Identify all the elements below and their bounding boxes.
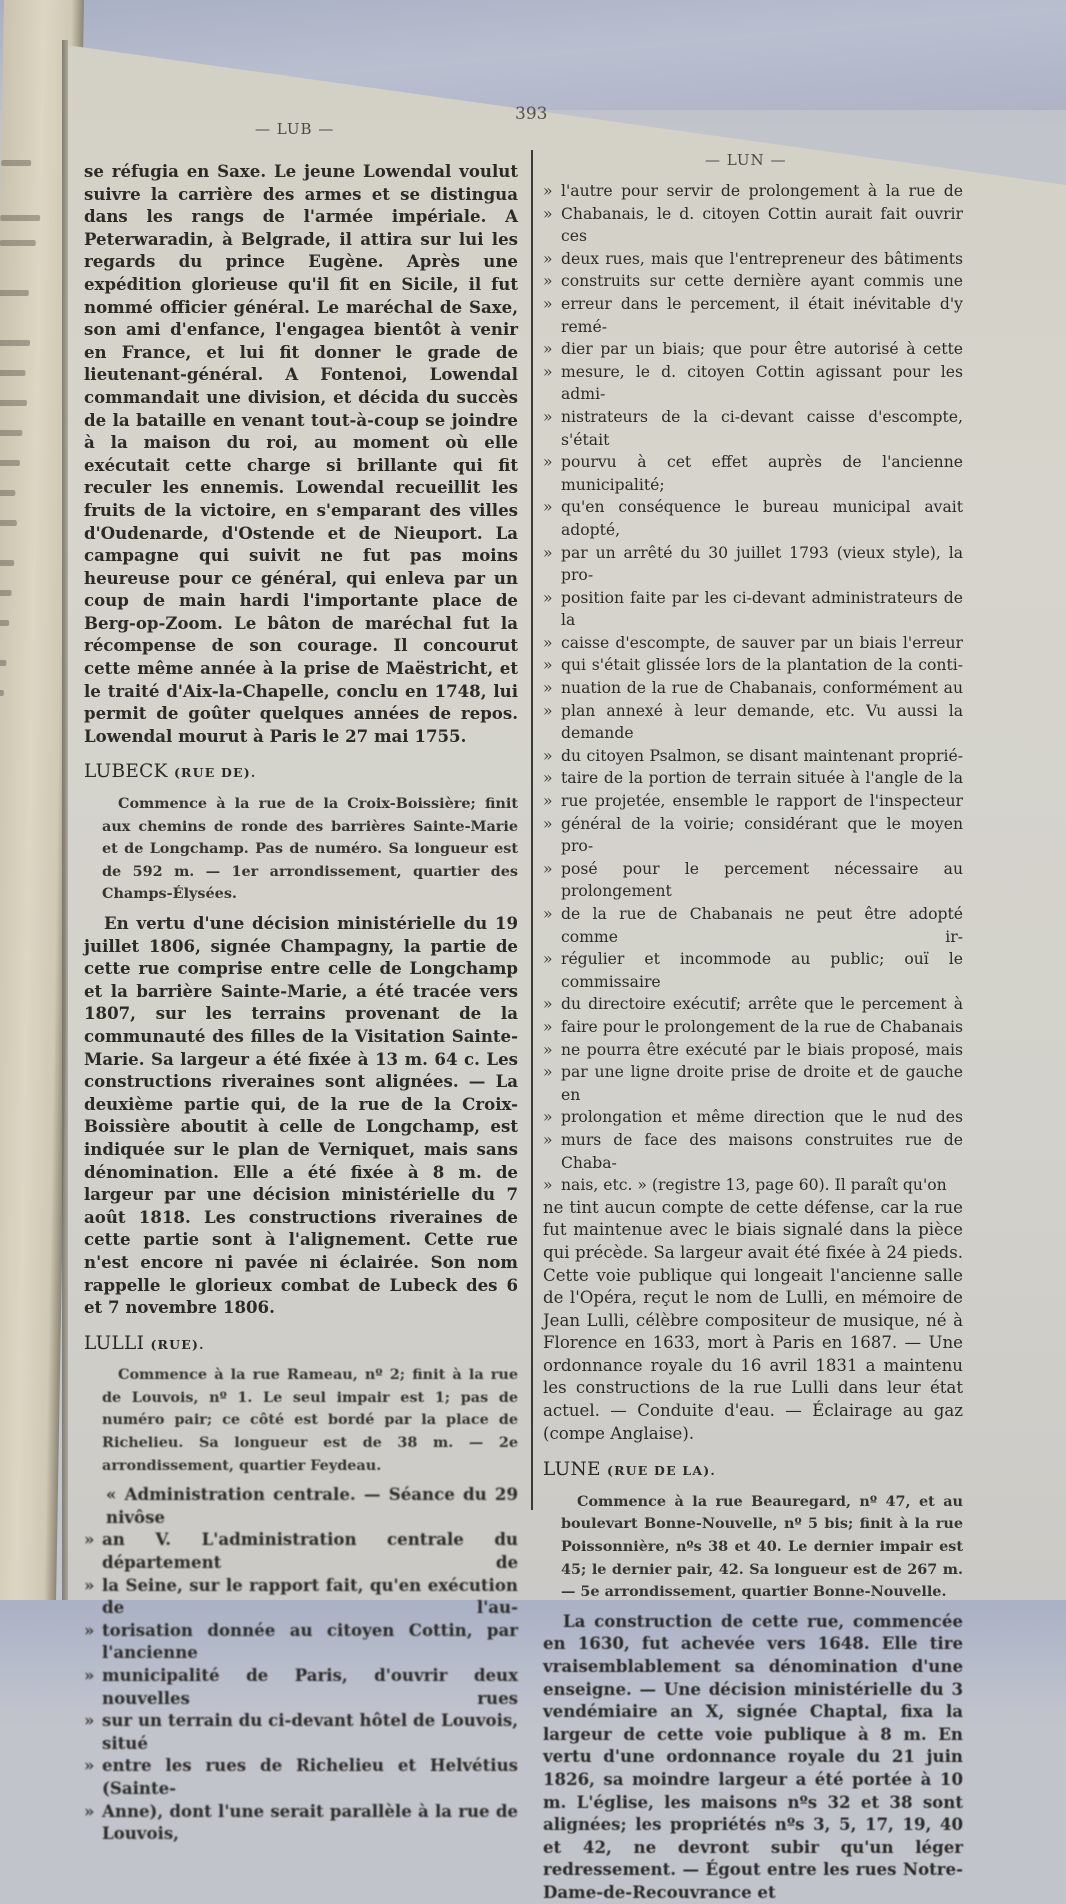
entry-type: (RUE).	[150, 1336, 205, 1352]
quote-line: » erreur dans le percement, il était inévitable d'y remé-	[543, 294, 963, 336]
page-number: 393	[515, 104, 548, 124]
quote-line: » caisse d'escompte, de sauver par un biais l'erreur	[543, 633, 963, 652]
quote-line: « Administration centrale. — Séance du 29 nivôse	[106, 1484, 518, 1527]
quote-line: » deux rues, mais que l'entrepreneur des bâtiments	[543, 249, 963, 268]
quote-line: » par un arrêté du 30 juillet 1793 (vieux style), la pro-	[543, 543, 963, 585]
quote-line: » position faite par les ci-devant administrateurs de la	[543, 588, 963, 630]
quote-line: » mesure, le d. citoyen Cottin agissant pour les admi-	[543, 362, 963, 404]
quote-line: » municipalité de Paris, d'ouvrir deux nouvelles rues	[84, 1665, 518, 1708]
quote-line: » Chabanais, le d. citoyen Cottin aurait fait ouvrir ces	[543, 204, 963, 246]
quote-line: » pourvu à cet effet auprès de l'ancienne municipalité;	[543, 453, 963, 494]
quote-line: » qu'en conséquence le bureau municipal avait adopté,	[543, 498, 963, 539]
quote-line: » général de la voirie; considérant que le moyen pro-	[543, 814, 963, 856]
quote-line: » taire de la portion de terrain située à l'angle de la	[543, 769, 963, 788]
entry-type: (RUE DE LA).	[606, 1463, 716, 1479]
quote-line: » nistrateurs de la ci-devant caisse d'escompte, s'était	[543, 407, 963, 449]
quote-line: » du citoyen Psalmon, se disant maintenant proprié-	[543, 746, 963, 765]
lowendal-continuation: se réfugia en Saxe. Le jeune Lowendal voulut suivre la carrière des armes et se distingua dans les rangs de l'armée impériale. A Peterwaradin, à Belgrade, il attira sur lui les regards du prince Eugène. Après une expédition glorieuse qu'il fit en Sicile, il fut nommé officier général. Le maréchal de Saxe, son ami d'enfance, l'engagea bientôt à venir en France, et lui fit donner le grade de lieutenant-général. A Fontenoi, Lowendal commandait une division, et décida du succès de la bataille en venant tout-à-coup se joindre à la maison du roi, au moment où elle exécutait cette charge si brillante qui fit reculer les ennemis. Lowendal recueillit les fruits de la victoire, en s'emparant des villes d'Oudenarde, d'Ostende et de Nieuport. La campagne qui suivit ne fut pas moins heureuse pour ce général, qui enleva par un coup de main hardi l'importante place de Berg-op-Zoom. Le bâton de maréchal fut la récompense de son courage. Il concourut cette même année à la prise de Maëstricht, et le traité d'Aix-la-Chapelle, conclu en 1748, lui permit de goûter quelques années de repos. Lowendal mourut à Paris le 27 mai 1755.	[84, 161, 518, 746]
quote-line: » murs de face des maisons construites rue de Chaba-	[543, 1130, 963, 1172]
entry-summary-lune: Commence à la rue Beauregard, nº 47, et au boulevart Bonne-Nouvelle, nº 5 bis; finit à la rue Poissonnière, nºs 38 et 40. Le dernier impair est 45; le dernier pair, 42. Sa longueur est de 267 m. — 5e arrondissement, quartier Bonne-Nouvelle.	[561, 1492, 963, 1601]
quote-line: » torisation donnée au citoyen Cottin, par l'ancienne	[84, 1619, 518, 1663]
quote-line: » par une ligne droite prise de droite et de gauche en	[543, 1063, 963, 1104]
quote-line: » construits sur cette dernière ayant commis une	[543, 272, 963, 291]
quote-line: » dier par un biais; que pour être autorisé à cette	[543, 340, 963, 359]
quote-line: » nais, etc. » (registre 13, page 60). Il paraît qu'on	[543, 1176, 947, 1195]
quote-line: » du directoire exécutif; arrête que le percement à	[543, 995, 963, 1014]
lulli-quote-continuation	[543, 180, 963, 1197]
quote-line: » prolongation et même direction que le nud des	[543, 1108, 963, 1127]
column-rule	[531, 150, 533, 1510]
entry-type: (RUE DE).	[173, 765, 257, 781]
quote-line: » sur un terrain du ci-devant hôtel de Louvois, situé	[84, 1710, 518, 1753]
quote-line: » posé pour le percement nécessaire au prolongement	[543, 859, 963, 901]
quote-line: » nuation de la rue de Chabanais, conformément au	[543, 679, 963, 698]
entry-name: LUBECK	[84, 761, 168, 783]
book-gutter	[62, 40, 68, 1600]
entry-name: LUNE	[543, 1459, 601, 1481]
left-column	[84, 160, 518, 1845]
quote-line: » l'autre pour servir de prolongement à la rue de	[543, 182, 963, 200]
quote-line: » de la rue de Chabanais ne peut être adopté comme ir-	[543, 905, 963, 946]
entry-summary-lulli: Commence à la rue Rameau, nº 2; finit à la rue de Louvois, nº 1. Le seul impair est 1; pas de numéro pair; ce côté est bordé par la place de Richelieu. Sa longueur est de 38 m. — 2e arrondissement, quartier Feydeau.	[102, 1366, 518, 1474]
entry-heading-lulli	[84, 1333, 518, 1357]
quote-line: » qui s'était glissée lors de la plantation de la conti-	[543, 656, 963, 675]
entry-heading-lubeck	[84, 761, 518, 785]
running-head-left: — LUB —	[255, 120, 335, 138]
quote-line: » ne pourra être exécuté par le biais proposé, mais	[543, 1040, 963, 1059]
quote-line: » Anne), dont l'une serait parallèle à la rue de Louvois,	[84, 1800, 518, 1844]
lulli-body: ne tint aucun compte de cette défense, car la rue fut maintenue avec le biais signalé dans la pièce qui précède. Sa largeur avait été fixée à 24 pieds. Cette voie publique qui longeait l'ancienne salle de l'Opéra, reçut le nom de Lulli, en mémoire de Jean Lulli, célèbre compositeur de musique, né à Florence en 1633, mort à Paris en 1687. — Une ordonnance royale du 16 avril 1831 a maintenu les constructions de la rue Lulli dans leur état actuel. — Conduite d'eau. — Éclairage au gaz (compe Anglaise).	[543, 1197, 963, 1443]
quote-line: » faire pour le prolongement de la rue de Chabanais	[543, 1017, 963, 1036]
quote-line: » rue projetée, ensemble le rapport de l'inspecteur	[543, 792, 963, 811]
entry-name: LULLI	[84, 1332, 145, 1354]
entry-summary-lubeck: Commence à la rue de la Croix-Boissière; finit aux chemins de ronde des barrières Sainte-Marie et de Longchamp. Pas de numéro. Sa longueur est de 592 m. — 1er arrondissement, quartier des Champs-Élysées.	[102, 795, 518, 903]
entry-heading-lune	[543, 1459, 963, 1483]
running-head-right: — LUN —	[705, 151, 787, 169]
quote-line: » entre les rues de Richelieu et Helvétius (Sainte-	[84, 1755, 518, 1798]
right-column	[543, 180, 963, 1904]
quote-line: » an V. L'administration centrale du département de	[84, 1529, 518, 1573]
quote-line: » régulier et incommode au public; ouï le commissaire	[543, 950, 963, 991]
lulli-quote-block	[84, 1483, 518, 1845]
entry-body-lune: La construction de cette rue, commencée en 1630, fut achevée vers 1648. Elle tire vraisemblablement sa dénomination d'une enseigne. — Une décision ministérielle du 3 vendémiaire an X, signée Chaptal, fixa la largeur de cette voie publique à 8 m. En vertu d'une ordonnance royale du 21 juin 1826, sa moindre largeur a été portée à 10 m. L'église, les maisons nºs 32 et 38 sont alignées; les propriétés nºs 3, 5, 17, 19, 40 et 42, ne devront subir qu'un léger redressement. — Égout entre les rues Notre-Dame-de-Recouvrance et	[543, 1610, 963, 1902]
entry-body-lubeck: En vertu d'une décision ministérielle du 19 juillet 1806, signée Champagny, la partie de cette rue comprise entre celle de Longchamp et la barrière Sainte-Marie, a été tracée vers 1807, sur les terrains provenant de la communauté des filles de la Visitation Sainte-Marie. Sa largeur a été fixée à 13 m. 64 c. Les constructions riveraines sont alignées. — La deuxième partie qui, de la rue de la Croix-Boissière aboutit à celle de Longchamp, est indiquée sur le plan de Verniquet, mais sans dénomination. Elle a été fixée à 8 m. de largeur par une décision ministérielle du 7 août 1818. Les constructions riveraines de cette partie sont à l'alignement. Cette rue n'est encore ni pavée ni éclairée. Son nom rappelle le glorieux combat de Lubeck des 6 et 7 novembre 1806.	[84, 913, 518, 1318]
quote-line: » la Seine, sur le rapport fait, qu'en exécution de l'au-	[84, 1574, 518, 1618]
quote-line: » plan annexé à leur demande, etc. Vu aussi la demande	[543, 701, 963, 743]
